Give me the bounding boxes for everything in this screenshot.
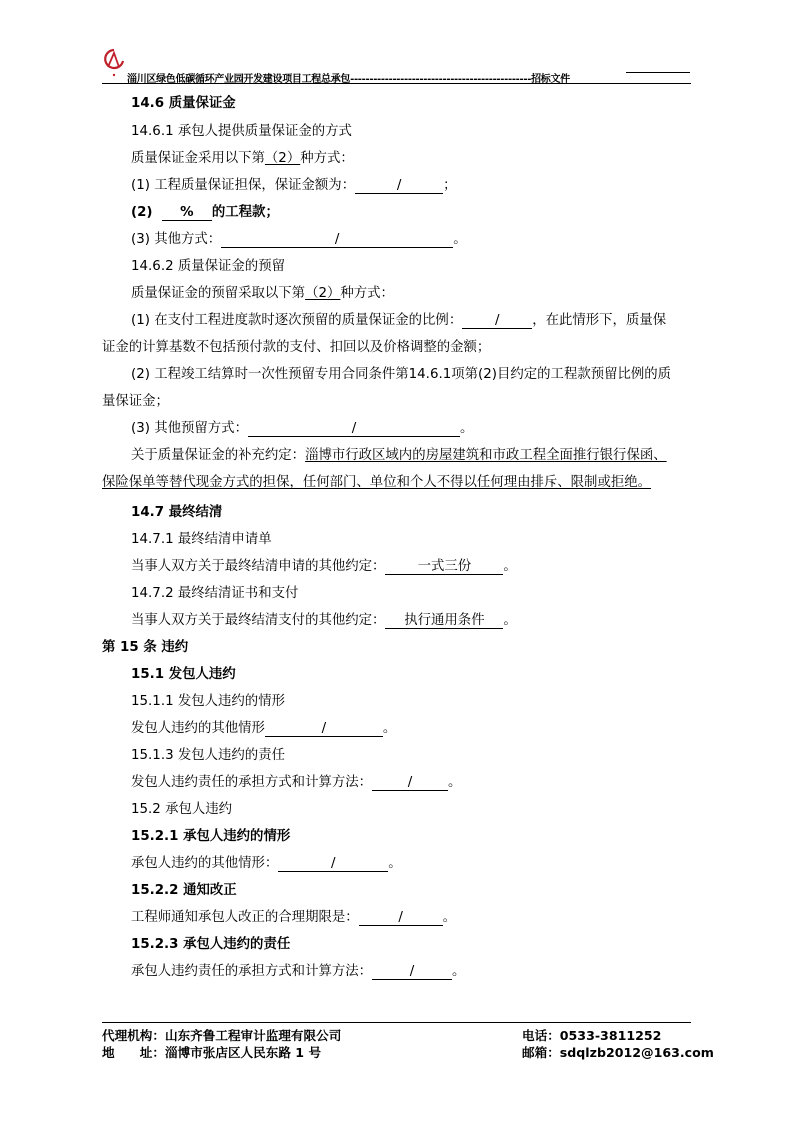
retention-option-1-continued: 证金的计算基数不包括预付款的支付、扣回以及价格调整的金额； xyxy=(102,340,491,355)
notice-period-end: 。 xyxy=(442,910,457,925)
option-1-line xyxy=(131,178,456,194)
notice-period-blank: / xyxy=(359,911,443,926)
retention-option-2-continued: 量保证金； xyxy=(102,394,169,409)
option-1-end: ； xyxy=(443,178,457,193)
retention-method-suffix: 种方式： xyxy=(340,286,394,301)
final-settlement-payment-line xyxy=(131,613,517,629)
contractor-breach-other-end: 。 xyxy=(388,856,402,871)
retention-option-3-text: (3) 其他预留方式： xyxy=(131,421,248,436)
section-14-6-heading: 14.6 质量保证金 xyxy=(131,96,236,111)
retention-option-2-line: (2) 工程竣工结算时一次性预留专用合同条件第14.6.1项第(2)目约定的工程款预留比例的质 xyxy=(131,367,672,382)
option-3-line xyxy=(131,232,467,248)
retention-option-3-line xyxy=(131,421,473,437)
retention-option-3-end: 。 xyxy=(459,421,474,436)
section-15-1-1-heading: 15.1.1 发包人违约的情形 xyxy=(131,694,285,709)
guarantee-method-choice: （2） xyxy=(264,151,301,166)
final-settlement-payment-value: 执行通用条件 xyxy=(385,614,503,629)
option-2-suffix: 的工程款； xyxy=(211,205,279,220)
contractor-breach-other-text: 承包人违约的其他情形： xyxy=(131,856,279,871)
contractor-breach-other-line xyxy=(131,856,402,872)
final-settlement-payment-end: 。 xyxy=(503,613,517,628)
supplementary-agreement-text: 淄博市行政区域内的房屋建筑和市政工程全面推行银行保函、 xyxy=(305,448,667,463)
option-2-text: (2) xyxy=(131,205,153,220)
retention-option-1-blank: / xyxy=(462,314,532,329)
employer-liability-blank: / xyxy=(372,776,448,791)
employer-breach-other-end: 。 xyxy=(382,721,397,736)
notice-period-text: 工程师通知承包人改正的合理期限是： xyxy=(131,910,359,925)
guarantee-method-suffix: 种方式： xyxy=(300,151,354,166)
retention-option-1-suffix: ，在此情形下，质量保 xyxy=(532,313,667,328)
section-14-7-1-heading: 14.7.1 最终结清申请单 xyxy=(131,532,272,547)
footer-divider xyxy=(102,1022,691,1023)
employer-breach-other-text: 发包人违约的其他情形 xyxy=(131,721,265,736)
final-settlement-application-end: 。 xyxy=(503,559,517,574)
option-3-end: 。 xyxy=(453,232,467,247)
retention-method-line xyxy=(131,286,394,302)
employer-liability-text: 发包人违约责任的承担方式和计算方法： xyxy=(131,775,373,790)
section-15-1-heading: 15.1 发包人违约 xyxy=(131,667,236,682)
final-settlement-application-line xyxy=(131,559,517,575)
option-2-blank: % xyxy=(162,206,212,221)
supplementary-agreement-continued: 保险保单等替代现金方式的担保，任何部门、单位和个人不得以任何理由排斥、限制或拒绝。 xyxy=(102,475,652,490)
option-1-text: (1) 工程质量保证担保，保证金额为： xyxy=(131,178,356,193)
employer-liability-end: 。 xyxy=(448,775,462,790)
contractor-breach-other-blank: / xyxy=(278,857,388,872)
header-right-rule xyxy=(626,72,690,73)
option-1-blank: / xyxy=(355,179,443,194)
option-2-line xyxy=(131,205,279,221)
notice-period-line xyxy=(131,910,456,926)
contractor-liability-line xyxy=(131,964,465,980)
footer-agency: 代理机构：山东齐鲁工程审计监理有限公司 xyxy=(102,1028,342,1043)
employer-liability-line xyxy=(131,775,461,791)
article-15-heading: 第 15 条 违约 xyxy=(102,640,189,655)
supplementary-agreement-line xyxy=(131,448,667,464)
footer-email: 邮箱：sdqlzb2012@163.com xyxy=(522,1045,714,1060)
contractor-liability-text: 承包人违约责任的承担方式和计算方法： xyxy=(131,964,373,979)
option-3-blank: / xyxy=(221,233,453,248)
retention-option-1-text: (1) 在支付工程进度款时逐次预留的质量保证金的比例： xyxy=(131,313,463,328)
section-14-7-2-heading: 14.7.2 最终结清证书和支付 xyxy=(131,586,299,601)
contractor-liability-blank: / xyxy=(372,965,452,980)
section-15-2-3-heading: 15.2.3 承包人违约的责任 xyxy=(131,937,291,952)
option-3-text: (3) 其他方式： xyxy=(131,232,222,247)
header-divider xyxy=(102,83,691,84)
retention-method-text: 质量保证金的预留采取以下第 xyxy=(131,286,306,301)
document-header-title: 淄川区绿色低碳循环产业园开发建设项目工程总承包-----------------------------------------------招标文件 xyxy=(127,74,570,85)
section-15-2-2-heading: 15.2.2 通知改正 xyxy=(131,883,237,898)
employer-breach-other-line xyxy=(131,721,396,737)
company-logo xyxy=(102,47,126,79)
section-14-6-1-heading: 14.6.1 承包人提供质量保证金的方式 xyxy=(131,124,352,139)
section-15-2-1-heading: 15.2.1 承包人违约的情形 xyxy=(131,829,291,844)
final-settlement-application-text: 当事人双方关于最终结清申请的其他约定： xyxy=(131,559,386,574)
supplementary-agreement-label: 关于质量保证金的补充约定： xyxy=(131,448,306,463)
contractor-liability-end: 。 xyxy=(452,964,466,979)
employer-breach-other-blank: / xyxy=(265,722,383,737)
final-settlement-application-value: 一式三份 xyxy=(385,560,503,575)
guarantee-method-text: 质量保证金采用以下第 xyxy=(131,151,265,166)
final-settlement-payment-text: 当事人双方关于最终结清支付的其他约定： xyxy=(131,613,386,628)
section-15-1-3-heading: 15.1.3 发包人违约的责任 xyxy=(131,748,285,763)
retention-option-3-blank: / xyxy=(248,422,460,437)
guarantee-method-line xyxy=(131,151,354,167)
section-14-6-2-heading: 14.6.2 质量保证金的预留 xyxy=(131,259,285,274)
footer-address: 地 址：淄博市张店区人民东路 1 号 xyxy=(102,1045,322,1060)
retention-method-choice: （2） xyxy=(305,286,341,301)
section-15-2-heading: 15.2 承包人违约 xyxy=(131,802,233,817)
retention-option-1-line xyxy=(131,313,666,329)
section-14-7-heading: 14.7 最终结清 xyxy=(131,505,223,520)
footer-phone: 电话：0533-3811252 xyxy=(522,1028,662,1043)
